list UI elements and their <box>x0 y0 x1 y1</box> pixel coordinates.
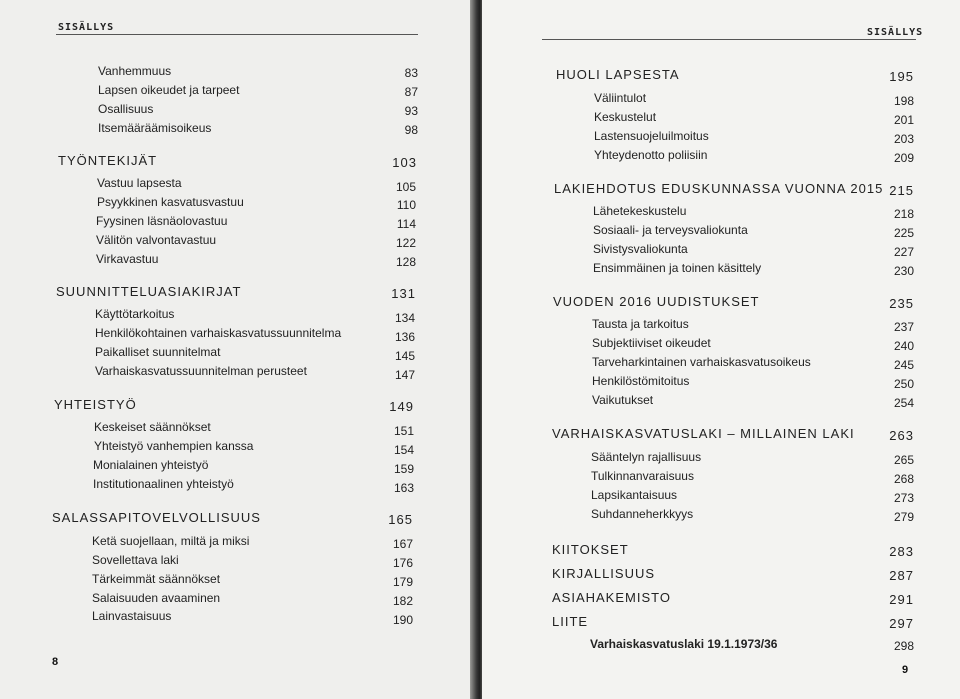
toc-entry-page: 265 <box>893 453 914 467</box>
header-rule <box>56 34 418 35</box>
toc-section-page: 235 <box>889 296 914 311</box>
toc-entry-page: 134 <box>394 311 415 325</box>
toc-section-title: HUOLI LAPSESTA <box>556 67 680 82</box>
toc-entry-title: Psyykkinen kasvatusvastuu <box>97 195 244 209</box>
toc-entry-page: 110 <box>396 198 416 212</box>
toc-entry-page: 190 <box>392 613 413 627</box>
toc-entry-title: Osallisuus <box>98 102 154 116</box>
toc-section-page: 263 <box>889 428 914 443</box>
toc-entry-title: Käyttötarkoitus <box>95 307 175 321</box>
toc-section-page: 195 <box>889 69 914 84</box>
toc-entry-title: Sääntelyn rajallisuus <box>591 450 702 464</box>
toc-section-title: VARHAISKASVATUSLAKI – MILLAINEN LAKI <box>552 426 855 441</box>
toc-entry-title: Sovellettava laki <box>92 553 179 567</box>
toc-section-title: LIITE <box>552 614 589 629</box>
toc-entry-title: Yhteydenotto poliisiin <box>594 148 708 162</box>
toc-entry-title: Ketä suojellaan, miltä ja miksi <box>92 534 250 548</box>
toc-entry-title: Institutionaalinen yhteistyö <box>93 477 234 491</box>
toc-entry-title: Sosiaali- ja terveysvaliokunta <box>593 223 748 237</box>
toc-entry-title: Lähetekeskustelu <box>593 204 687 218</box>
toc-entry-title: Itsemääräämisoikeus <box>98 121 212 135</box>
toc-entry-title: Monialainen yhteistyö <box>93 458 209 472</box>
toc-entry-page: 201 <box>893 113 914 127</box>
toc-entry-page: 128 <box>395 255 416 269</box>
toc-entry-title: Fyysinen läsnäolovastuu <box>96 214 228 228</box>
toc-entry-title: Varhaiskasvatussuunnitelman perusteet <box>95 364 307 378</box>
toc-entry-page: 105 <box>395 180 416 194</box>
toc-entry-page: 159 <box>393 462 414 476</box>
toc-entry-page: 163 <box>393 481 414 495</box>
toc-entry-page: 154 <box>393 443 414 457</box>
toc-entry-title: Yhteistyö vanhempien kanssa <box>94 439 254 453</box>
toc-entry-title: Suhdanneherkkyys <box>591 507 694 521</box>
toc-entry-page: 93 <box>404 104 418 118</box>
toc-entry-page: 279 <box>893 510 914 524</box>
page-number: 9 <box>902 664 909 676</box>
toc-entry-page: 218 <box>893 207 914 221</box>
toc-section-title: SALASSAPITOVELVOLLISUUS <box>52 510 261 525</box>
toc-section-page: 149 <box>389 399 414 414</box>
toc-entry-title: Lainvastaisuus <box>92 609 172 623</box>
toc-section-page: 215 <box>889 183 914 198</box>
toc-entry-title: Lastensuojeluilmoitus <box>594 129 709 143</box>
toc-entry-title: Sivistysvaliokunta <box>593 242 688 256</box>
toc-entry-page: 179 <box>392 575 413 589</box>
toc-entry-title: Tarveharkintainen varhaiskasvatusoikeus <box>592 355 811 369</box>
toc-entry-page: 83 <box>404 66 418 80</box>
right-page <box>482 0 960 699</box>
toc-entry-title: Henkilöstömitoitus <box>592 374 690 388</box>
toc-entry-page: 198 <box>893 94 914 108</box>
toc-entry-title: Ensimmäinen ja toinen käsittely <box>593 261 762 275</box>
toc-section-title: TYÖNTEKIJÄT <box>58 153 158 168</box>
toc-entry-title: Vaikutukset <box>592 393 654 407</box>
toc-section-page: 103 <box>392 155 417 170</box>
page-header: SISÄLLYS <box>58 22 115 33</box>
toc-entry-title: Subjektiiviset oikeudet <box>592 336 711 350</box>
toc-entry-title: Henkilökohtainen varhaiskasvatussuunnitelma <box>95 326 342 340</box>
toc-entry-title: Väliintulot <box>594 91 647 105</box>
toc-entry-page: 240 <box>893 339 914 353</box>
toc-section-page: 131 <box>391 286 416 301</box>
toc-entry-page: 114 <box>396 217 416 231</box>
toc-appendix-title: Varhaiskasvatuslaki 19.1.1973/36 <box>590 637 778 651</box>
toc-entry-title: Vastuu lapsesta <box>97 176 182 190</box>
toc-entry-title: Vanhemmuus <box>98 64 172 78</box>
toc-entry-page: 250 <box>893 377 914 391</box>
left-page <box>0 0 473 699</box>
toc-entry-title: Tausta ja tarkoitus <box>592 317 689 331</box>
toc-entry-page: 225 <box>893 226 914 240</box>
toc-entry-title: Keskeiset säännökset <box>94 420 211 434</box>
toc-entry-page: 227 <box>893 245 914 259</box>
toc-section-title: LAKIEHDOTUS EDUSKUNNASSA VUONNA 2015 <box>554 181 884 196</box>
toc-entry-page: 237 <box>893 320 914 334</box>
toc-section-title: YHTEISTYÖ <box>54 397 137 412</box>
toc-entry-title: Lapsikantaisuus <box>591 488 678 502</box>
toc-entry-title: Lapsen oikeudet ja tarpeet <box>98 83 240 97</box>
toc-section-title: KIITOKSET <box>552 542 629 557</box>
toc-entry-page: 151 <box>393 424 414 438</box>
toc-entry-title: Paikalliset suunnitelmat <box>95 345 221 359</box>
toc-section-page: 287 <box>889 568 914 583</box>
toc-entry-page: 268 <box>893 472 914 486</box>
toc-entry-page: 98 <box>404 123 418 137</box>
toc-entry-title: Salaisuuden avaaminen <box>92 591 221 605</box>
toc-entry-page: 147 <box>394 368 415 382</box>
toc-entry-page: 203 <box>893 132 914 146</box>
page-number: 8 <box>52 656 59 668</box>
toc-section-page: 291 <box>889 592 914 607</box>
toc-section-page: 165 <box>388 512 413 527</box>
toc-entry-page: 136 <box>394 330 415 344</box>
toc-entry-page: 145 <box>394 349 415 363</box>
toc-section-title: SUUNNITTELUASIAKIRJAT <box>56 284 242 299</box>
toc-entry-page: 245 <box>893 358 914 372</box>
toc-entry-page: 87 <box>404 85 418 99</box>
header-rule <box>542 39 916 40</box>
toc-section-title: ASIAHAKEMISTO <box>552 590 671 605</box>
toc-entry-page: 182 <box>392 594 413 608</box>
toc-appendix-page: 298 <box>893 639 914 653</box>
toc-entry-page: 167 <box>392 537 413 551</box>
toc-entry-page: 209 <box>893 151 914 165</box>
toc-entry-page: 122 <box>395 236 416 250</box>
toc-section-page: 297 <box>889 616 914 631</box>
toc-section-title: VUODEN 2016 UUDISTUKSET <box>553 294 760 309</box>
toc-entry-title: Keskustelut <box>594 110 657 124</box>
toc-entry-title: Virkavastuu <box>96 252 159 266</box>
toc-entry-title: Välitön valvontavastuu <box>96 233 217 247</box>
toc-entry-page: 254 <box>893 396 914 410</box>
toc-entry-title: Tulkinnanvaraisuus <box>591 469 694 483</box>
page-header: SISÄLLYS <box>867 27 924 38</box>
toc-section-page: 283 <box>889 544 914 559</box>
toc-entry-page: 273 <box>893 491 914 505</box>
toc-entry-page: 176 <box>392 556 413 570</box>
toc-entry-title: Tärkeimmät säännökset <box>92 572 221 586</box>
toc-entry-page: 230 <box>893 264 914 278</box>
toc-section-title: KIRJALLISUUS <box>552 566 656 581</box>
